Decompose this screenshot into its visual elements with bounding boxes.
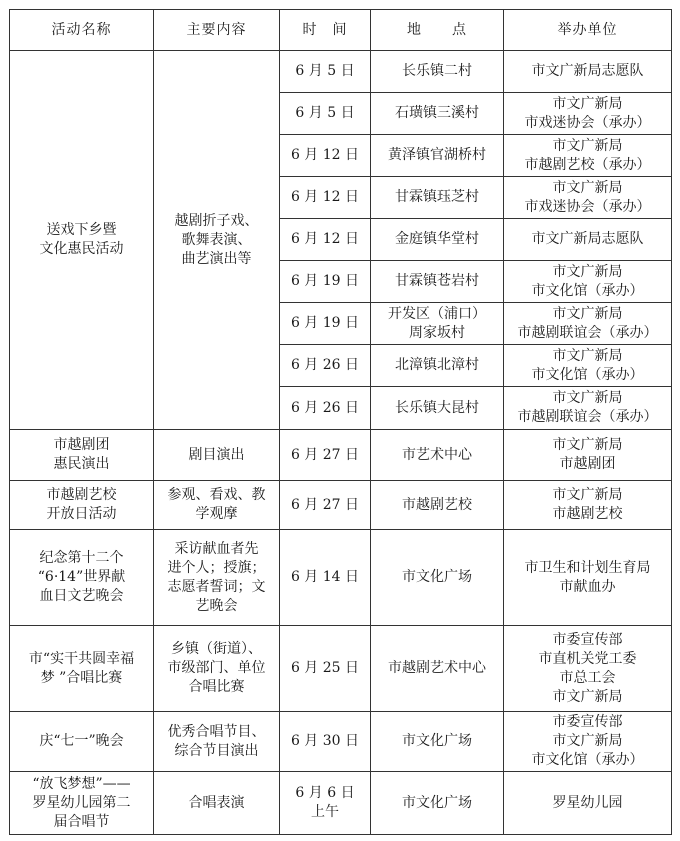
table-row	[10, 51, 672, 93]
activity-time: 6 月 30 日	[280, 712, 371, 772]
activity-organizer: 市文广新局 市文化馆（承办）	[504, 345, 672, 387]
activity-content: 越剧折子戏、 歌舞表演、 曲艺演出等	[154, 51, 280, 430]
activity-time: 6 月 5 日	[280, 51, 371, 93]
activity-organizer: 市文广新局 市越剧艺校（承办）	[504, 135, 672, 177]
activity-time: 6 月 27 日	[280, 481, 371, 530]
activity-name: 庆“七一”晚会	[10, 712, 154, 772]
table-row	[10, 772, 672, 835]
activity-place: 长乐镇大昆村	[371, 387, 504, 430]
header-row	[10, 10, 672, 51]
activity-time: 6 月 27 日	[280, 430, 371, 481]
activity-name: 市“实干共圆幸福 梦 ”合唱比赛	[10, 626, 154, 712]
activity-place: 石璜镇三溪村	[371, 93, 504, 135]
activity-time: 6 月 26 日	[280, 345, 371, 387]
header-activity-name: 活动名称	[10, 10, 154, 51]
activity-organizer: 市文广新局志愿队	[504, 51, 672, 93]
activity-time: 6 月 19 日	[280, 261, 371, 303]
activity-place: 市艺术中心	[371, 430, 504, 481]
activity-name: 市越剧团 惠民演出	[10, 430, 154, 481]
activity-name: “放飞梦想”—— 罗星幼儿园第二 届合唱节	[10, 772, 154, 835]
activity-place: 甘霖镇苍岩村	[371, 261, 504, 303]
activity-time: 6 月 14 日	[280, 530, 371, 626]
table-row	[10, 481, 672, 530]
activity-organizer: 市委宣传部 市文广新局 市文化馆（承办）	[504, 712, 672, 772]
table-row	[10, 430, 672, 481]
activity-place: 开发区（浦口） 周家坂村	[371, 303, 504, 345]
activity-organizer: 市文广新局志愿队	[504, 219, 672, 261]
activity-organizer: 市文广新局 市越剧团	[504, 430, 672, 481]
activity-place: 市文化广场	[371, 530, 504, 626]
header-time: 时 间	[280, 10, 371, 51]
activity-content: 合唱表演	[154, 772, 280, 835]
activity-organizer: 市委宣传部 市直机关党工委 市总工会 市文广新局	[504, 626, 672, 712]
activity-organizer: 市文广新局 市戏迷协会（承办）	[504, 177, 672, 219]
activity-content: 采访献血者先 进个人；授旗； 志愿者誓词；文 艺晚会	[154, 530, 280, 626]
activity-place: 金庭镇华堂村	[371, 219, 504, 261]
activity-organizer: 市卫生和计划生育局 市献血办	[504, 530, 672, 626]
activity-time: 6 月 5 日	[280, 93, 371, 135]
activity-organizer: 市文广新局 市越剧联谊会（承办）	[504, 303, 672, 345]
activity-place: 甘霖镇珏芝村	[371, 177, 504, 219]
activity-place: 长乐镇二村	[371, 51, 504, 93]
activity-organizer: 市文广新局 市越剧艺校	[504, 481, 672, 530]
header-place: 地 点	[371, 10, 504, 51]
activity-content: 剧目演出	[154, 430, 280, 481]
table-row	[10, 712, 672, 772]
activity-content: 优秀合唱节目、 综合节目演出	[154, 712, 280, 772]
activity-content: 乡镇（街道）、 市级部门、单位 合唱比赛	[154, 626, 280, 712]
table-row	[10, 626, 672, 712]
activity-content: 参观、看戏、教 学观摩	[154, 481, 280, 530]
activity-place: 黄泽镇官湖桥村	[371, 135, 504, 177]
activity-place: 市文化广场	[371, 712, 504, 772]
activity-place: 市越剧艺校	[371, 481, 504, 530]
activity-place: 北漳镇北漳村	[371, 345, 504, 387]
activity-organizer: 市文广新局 市越剧联谊会（承办）	[504, 387, 672, 430]
activity-organizer: 罗星幼儿园	[504, 772, 672, 835]
activity-time: 6 月 26 日	[280, 387, 371, 430]
activity-organizer: 市文广新局 市文化馆（承办）	[504, 261, 672, 303]
activity-name: 纪念第十二个 “6·14”世界献 血日文艺晚会	[10, 530, 154, 626]
header-organizer: 举办单位	[504, 10, 672, 51]
activity-name: 送戏下乡暨 文化惠民活动	[10, 51, 154, 430]
activity-time: 6 月 6 日 上午	[280, 772, 371, 835]
table-row	[10, 530, 672, 626]
activity-time: 6 月 19 日	[280, 303, 371, 345]
activity-schedule-table	[9, 9, 672, 835]
activity-time: 6 月 12 日	[280, 177, 371, 219]
activity-name: 市越剧艺校 开放日活动	[10, 481, 154, 530]
activity-time: 6 月 12 日	[280, 219, 371, 261]
activity-place: 市越剧艺术中心	[371, 626, 504, 712]
activity-organizer: 市文广新局 市戏迷协会（承办）	[504, 93, 672, 135]
activity-place: 市文化广场	[371, 772, 504, 835]
activity-time: 6 月 12 日	[280, 135, 371, 177]
header-main-content: 主要内容	[154, 10, 280, 51]
activity-time: 6 月 25 日	[280, 626, 371, 712]
